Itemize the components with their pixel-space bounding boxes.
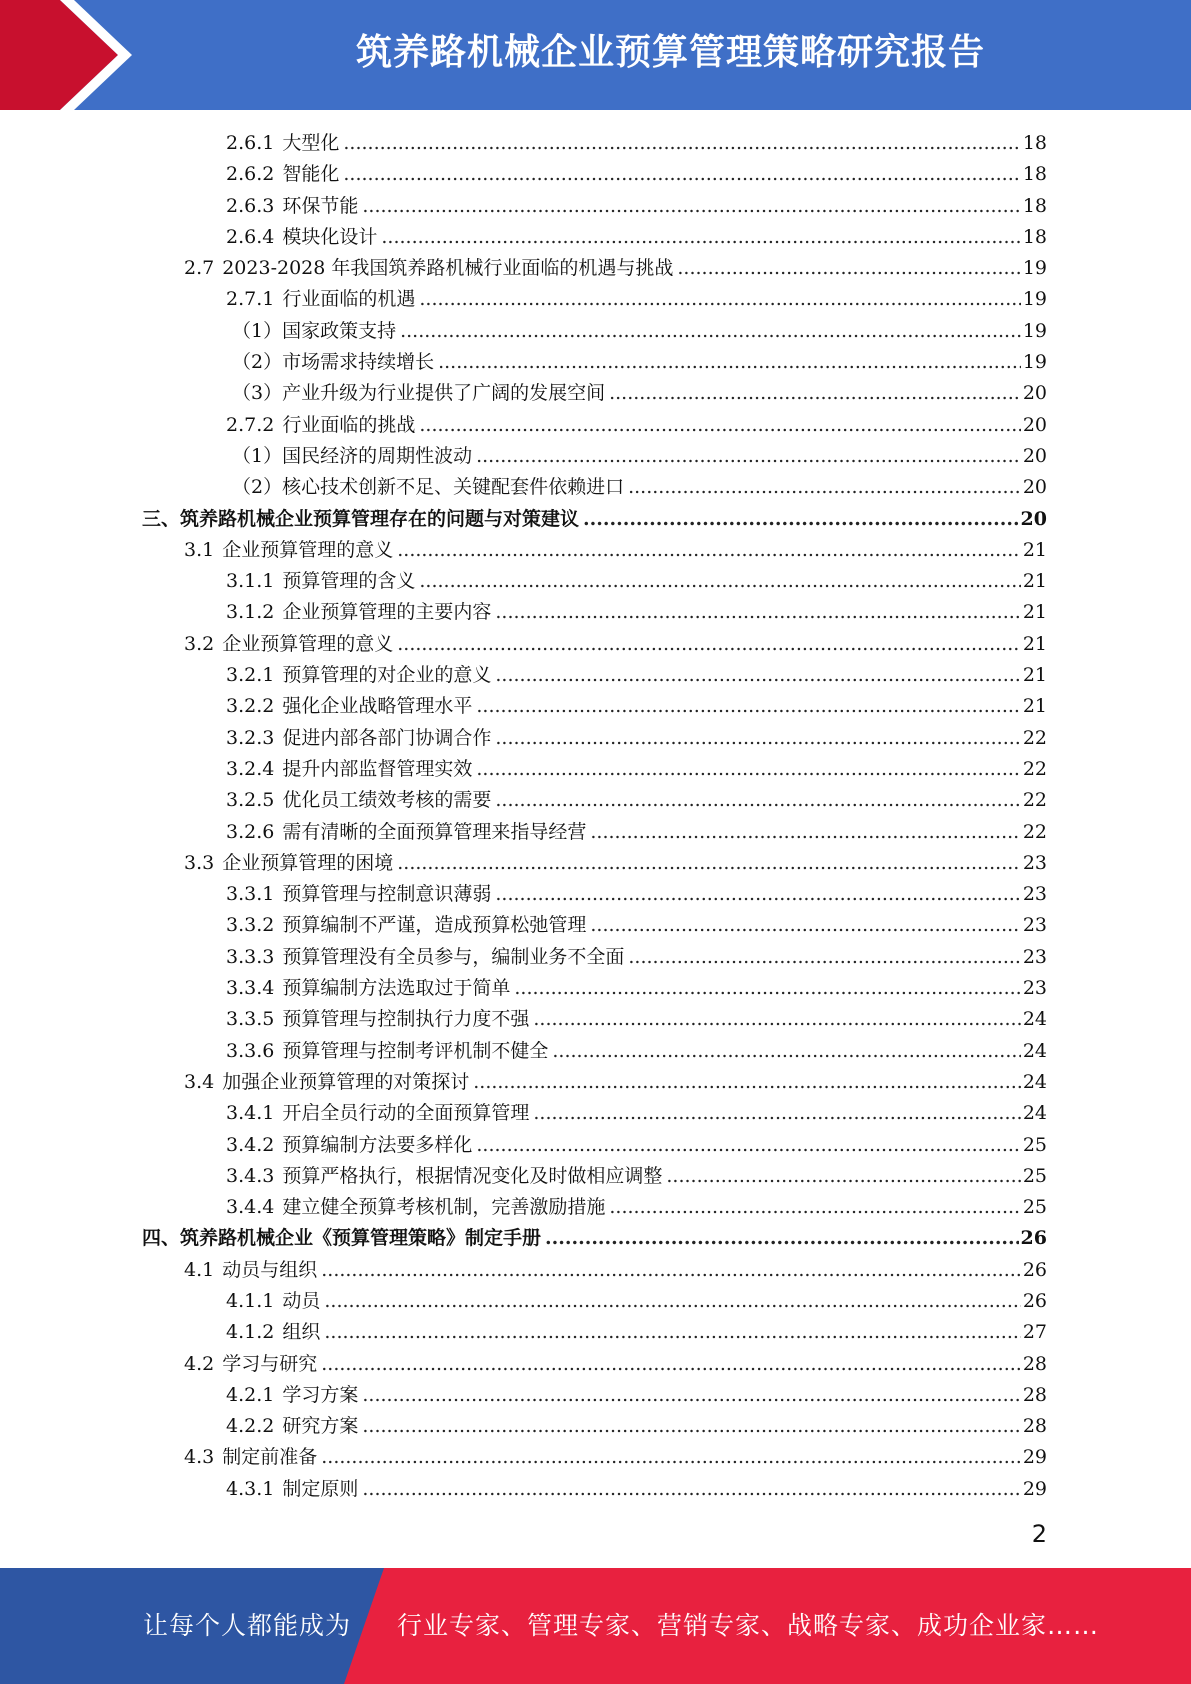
toc-dot-leader	[476, 754, 1020, 785]
toc-entry-title: 模块化设计	[282, 225, 378, 248]
toc-dot-leader	[381, 222, 1020, 253]
toc-entry[interactable]	[226, 1098, 1191, 1129]
toc-entry[interactable]	[142, 504, 1191, 535]
toc-dot-leader	[495, 597, 1020, 628]
toc-dot-leader	[609, 1192, 1020, 1223]
toc-entry[interactable]	[142, 1223, 1191, 1254]
toc-entry[interactable]	[226, 128, 1191, 159]
toc-entry[interactable]	[184, 1255, 1191, 1286]
toc-entry[interactable]	[184, 848, 1191, 879]
toc-entry[interactable]	[226, 566, 1191, 597]
toc-entry-number: 3.3.5	[226, 1008, 275, 1031]
toc-entry-number: 3.2	[184, 632, 215, 655]
toc-entry-title: 企业预算管理的主要内容	[282, 601, 492, 624]
toc-entry[interactable]	[232, 378, 1191, 409]
toc-entry[interactable]	[226, 879, 1191, 910]
toc-entry-number: 2.7	[184, 257, 215, 280]
toc-entry-title: 预算编制方法选取过于简单	[282, 977, 511, 1000]
toc-entry[interactable]	[184, 1442, 1191, 1473]
toc-entry-number: 3.4.4	[226, 1196, 275, 1219]
toc-entry[interactable]	[226, 785, 1191, 816]
toc-entry-page: 25	[1022, 1164, 1047, 1187]
toc-entry-title: 需有清晰的全面预算管理来指导经营	[282, 820, 587, 843]
toc-dot-leader	[419, 566, 1020, 597]
toc-entry-number: 3.4.2	[226, 1133, 275, 1156]
toc-entry-title: 学习方案	[282, 1383, 359, 1406]
toc-entry-title: 促进内部各部门协调合作	[282, 726, 492, 749]
toc-entry-page: 21	[1022, 601, 1047, 624]
toc-entry-title: 大型化	[282, 132, 340, 154]
toc-entry-title: 预算管理没有全员参与，编制业务不全面	[282, 945, 625, 968]
toc-entry[interactable]	[232, 316, 1191, 347]
toc-dot-leader	[321, 1442, 1021, 1473]
toc-entry-title: 预算编制方法要多样化	[282, 1133, 473, 1156]
toc-entry-title: 企业预算管理的意义	[222, 538, 394, 561]
toc-entry-title: 强化企业战略管理水平	[282, 695, 473, 718]
toc-entry-title: 预算管理与控制执行力度不强	[282, 1008, 530, 1031]
toc-entry-title: 行业面临的机遇	[282, 288, 416, 311]
toc-entry-number: 2.6.1	[226, 132, 275, 154]
toc-entry[interactable]	[184, 1349, 1191, 1380]
toc-entry-page: 20	[1022, 382, 1047, 405]
toc-entry-title: （3）产业升级为行业提供了广阔的发展空间	[232, 382, 606, 405]
chevron-red-shape	[0, 0, 118, 110]
toc-entry-title: 预算管理的对企业的意义	[282, 664, 492, 687]
toc-entry-number: 2.6.3	[226, 194, 275, 217]
toc-entry-page: 22	[1022, 789, 1047, 812]
toc-entry-number: 3.4.3	[226, 1164, 275, 1187]
toc-entry[interactable]	[226, 1192, 1191, 1223]
toc-entry-number: 3.2.4	[226, 757, 275, 780]
toc-entry[interactable]	[226, 1130, 1191, 1161]
toc-dot-leader	[321, 1349, 1021, 1380]
toc-dot-leader	[343, 128, 1020, 159]
toc-entry-number: 3.1	[184, 538, 215, 561]
toc-entry-title: 提升内部监督管理实效	[282, 757, 473, 780]
toc-entry-page: 19	[1022, 288, 1047, 311]
toc-entry-title: 环保节能	[282, 194, 359, 217]
toc-entry[interactable]	[226, 723, 1191, 754]
toc-entry[interactable]	[226, 1380, 1191, 1411]
toc-entry[interactable]	[226, 910, 1191, 941]
toc-entry-number: 3.2.6	[226, 820, 275, 843]
toc-entry-page: 25	[1022, 1196, 1047, 1219]
toc-entry-page: 22	[1022, 757, 1047, 780]
toc-entry-page: 21	[1022, 632, 1047, 655]
toc-dot-leader	[495, 879, 1020, 910]
toc-entry[interactable]	[226, 660, 1191, 691]
toc-entry-title: 学习与研究	[222, 1352, 318, 1375]
toc-dot-leader	[514, 973, 1020, 1004]
toc-entry[interactable]	[226, 597, 1191, 628]
toc-entry-title: 行业面临的挑战	[282, 413, 416, 436]
toc-entry[interactable]	[226, 942, 1191, 973]
toc-entry-page: 21	[1022, 695, 1047, 718]
toc-dot-leader	[400, 316, 1021, 347]
toc-entry-page: 24	[1022, 1070, 1047, 1093]
toc-entry-page: 25	[1022, 1133, 1047, 1156]
toc-entry[interactable]	[226, 754, 1191, 785]
toc-entry[interactable]	[184, 535, 1191, 566]
toc-entry-page: 19	[1022, 351, 1047, 374]
toc-entry[interactable]	[232, 472, 1191, 503]
toc-entry-page: 20	[1022, 413, 1047, 436]
toc-dot-leader	[419, 410, 1020, 441]
toc-entry-page: 27	[1022, 1321, 1047, 1344]
toc-entry[interactable]	[226, 191, 1191, 222]
toc-entry-title: 优化员工绩效考核的需要	[282, 789, 492, 812]
toc-dot-leader	[583, 504, 1019, 535]
toc-entry[interactable]	[226, 691, 1191, 722]
toc-entry-number: 2.7.1	[226, 288, 275, 311]
toc-entry-title: 智能化	[282, 163, 340, 186]
toc-entry-title: 2023-2028 年我国筑养路机械行业面临的机遇与挑战	[222, 257, 674, 280]
toc-dot-leader	[362, 1411, 1020, 1442]
toc-entry-page: 18	[1022, 225, 1047, 248]
toc-entry-page: 18	[1022, 132, 1047, 154]
toc-entry-number: 3.4.1	[226, 1102, 275, 1125]
toc-entry-page: 23	[1022, 977, 1047, 1000]
toc-entry-number: 3.1.2	[226, 601, 275, 624]
page-number: 2	[1031, 1520, 1047, 1548]
toc-entry-title: 预算管理的含义	[282, 570, 416, 593]
toc-entry-title: 企业预算管理的困境	[222, 851, 394, 874]
toc-entry-number: 3.3.4	[226, 977, 275, 1000]
toc-entry-number: 2.6.2	[226, 163, 275, 186]
toc-entry-page: 23	[1022, 851, 1047, 874]
toc-entry[interactable]	[226, 817, 1191, 848]
toc-entry-number: 4.1	[184, 1258, 215, 1281]
toc-entry-page: 28	[1022, 1415, 1047, 1438]
toc-entry-number: 3.3	[184, 851, 215, 874]
toc-dot-leader	[419, 284, 1020, 315]
toc-entry-page: 18	[1022, 163, 1047, 186]
toc-entry-number: 3.3.6	[226, 1039, 275, 1062]
toc-dot-leader	[473, 1067, 1021, 1098]
toc-entry[interactable]	[184, 1067, 1191, 1098]
toc-entry-number: 4.1.1	[226, 1289, 275, 1312]
toc-entry-number: 2.7.2	[226, 413, 275, 436]
toc-entry-number: 4.2.2	[226, 1415, 275, 1438]
toc-entry-page: 29	[1022, 1477, 1047, 1500]
toc-entry-page: 23	[1022, 945, 1047, 968]
toc-entry-page: 24	[1022, 1008, 1047, 1031]
toc-entry-page: 24	[1022, 1102, 1047, 1125]
toc-entry[interactable]	[232, 441, 1191, 472]
toc-entry[interactable]	[226, 410, 1191, 441]
toc-entry[interactable]	[226, 222, 1191, 253]
toc-dot-leader	[533, 1098, 1020, 1129]
toc-entry[interactable]	[184, 629, 1191, 660]
toc-dot-leader	[438, 347, 1021, 378]
toc-entry-page: 26	[1022, 1258, 1047, 1281]
toc-entry-title: 动员	[282, 1289, 321, 1312]
toc-dot-leader	[362, 1474, 1020, 1505]
toc-dot-leader	[397, 629, 1021, 660]
toc-entry[interactable]	[226, 1286, 1191, 1317]
toc-entry-number: 3.2.1	[226, 664, 275, 687]
toc-dot-leader	[397, 535, 1021, 566]
toc-dot-leader	[476, 1130, 1020, 1161]
toc-entry-number: 3.2.2	[226, 695, 275, 718]
toc-entry-page: 21	[1022, 664, 1047, 687]
toc-entry-number: 3.1.1	[226, 570, 275, 593]
toc-entry[interactable]	[226, 284, 1191, 315]
toc-entry[interactable]	[226, 973, 1191, 1004]
toc-dot-leader	[397, 848, 1021, 879]
toc-entry-number: 4.3.1	[226, 1477, 275, 1500]
toc-dot-leader	[343, 159, 1020, 190]
toc-entry-page: 22	[1022, 726, 1047, 749]
toc-entry-page: 21	[1022, 538, 1047, 561]
toc-entry[interactable]	[226, 1004, 1191, 1035]
toc-dot-leader	[495, 723, 1020, 754]
toc-entry-number: 3.4	[184, 1070, 215, 1093]
page-header	[0, 0, 1191, 110]
toc-entry-page: 19	[1022, 319, 1047, 342]
toc-entry-page: 23	[1022, 914, 1047, 937]
toc-entry-number: 2.6.4	[226, 225, 275, 248]
toc-entry[interactable]	[184, 253, 1191, 284]
toc-entry-title: 开启全员行动的全面预算管理	[282, 1102, 530, 1125]
table-of-contents	[0, 128, 1191, 1505]
toc-entry[interactable]	[226, 1411, 1191, 1442]
toc-dot-leader	[590, 910, 1020, 941]
toc-entry[interactable]	[226, 159, 1191, 190]
footer-slogan-left: 让每个人都能成为	[143, 1611, 352, 1640]
toc-dot-leader	[677, 253, 1020, 284]
toc-entry-title: 建立健全预算考核机制，完善激励措施	[282, 1196, 606, 1219]
toc-dot-leader	[362, 191, 1020, 222]
toc-entry-number: 4.2	[184, 1352, 215, 1375]
toc-entry-page: 29	[1022, 1446, 1047, 1469]
toc-entry-page: 19	[1022, 257, 1047, 280]
toc-entry-title: 制定前准备	[222, 1446, 318, 1469]
toc-dot-leader	[495, 785, 1020, 816]
toc-dot-leader	[609, 378, 1021, 409]
toc-entry-page: 28	[1022, 1352, 1047, 1375]
toc-entry-title: （1）国家政策支持	[232, 319, 397, 342]
toc-entry-title: 加强企业预算管理的对策探讨	[222, 1070, 470, 1093]
toc-entry-page: 22	[1022, 820, 1047, 843]
page-footer	[0, 1568, 1191, 1684]
toc-entry-title: 制定原则	[282, 1477, 359, 1500]
toc-entry-page: 18	[1022, 194, 1047, 217]
toc-dot-leader	[552, 1036, 1020, 1067]
toc-entry-number: 4.2.1	[226, 1383, 275, 1406]
report-title: 筑养路机械企业预算管理策略研究报告	[355, 32, 985, 73]
toc-dot-leader	[628, 942, 1020, 973]
toc-entry-title: 研究方案	[282, 1415, 359, 1438]
toc-dot-leader	[628, 472, 1021, 503]
header-chevron-icon	[0, 0, 160, 110]
toc-entry-page: 23	[1022, 883, 1047, 906]
toc-dot-leader	[321, 1255, 1021, 1286]
toc-entry-title: 三、筑养路机械企业预算管理存在的问题与对策建议	[142, 507, 580, 530]
toc-dot-leader	[476, 691, 1020, 722]
toc-dot-leader	[495, 660, 1020, 691]
toc-dot-leader	[533, 1004, 1020, 1035]
toc-entry-page: 20	[1022, 476, 1047, 499]
toc-entry-number: 3.3.3	[226, 945, 275, 968]
toc-dot-leader	[324, 1286, 1020, 1317]
toc-entry-title: 企业预算管理的意义	[222, 632, 394, 655]
toc-entry[interactable]	[226, 1317, 1191, 1348]
footer-slogan-right: 行业专家、管理专家、营销专家、战略专家、成功企业家……	[397, 1611, 1100, 1640]
toc-entry-title: 预算管理与控制考评机制不健全	[282, 1039, 549, 1062]
toc-entry-title: 四、筑养路机械企业《预算管理策略》制定手册	[142, 1227, 542, 1250]
toc-dot-leader	[476, 441, 1021, 472]
toc-entry-title: 预算严格执行，根据情况变化及时做相应调整	[282, 1164, 663, 1187]
toc-entry[interactable]	[232, 347, 1191, 378]
toc-entry-title: （1）国民经济的周期性波动	[232, 444, 473, 467]
toc-entry-title: 预算编制不严谨，造成预算松弛管理	[282, 914, 587, 937]
toc-entry-title: （2）核心技术创新不足、关键配套件依赖进口	[232, 476, 625, 499]
toc-entry-page: 26	[1020, 1227, 1047, 1250]
toc-entry[interactable]	[226, 1036, 1191, 1067]
toc-entry[interactable]	[226, 1474, 1191, 1505]
toc-entry[interactable]	[226, 1161, 1191, 1192]
toc-entry-number: 4.1.2	[226, 1321, 275, 1344]
toc-entry-page: 26	[1022, 1289, 1047, 1312]
toc-entry-number: 4.3	[184, 1446, 215, 1469]
toc-entry-page: 20	[1020, 507, 1047, 530]
toc-dot-leader	[362, 1380, 1020, 1411]
toc-dot-leader	[590, 817, 1020, 848]
toc-entry-number: 3.2.5	[226, 789, 275, 812]
toc-entry-page: 28	[1022, 1383, 1047, 1406]
toc-entry-page: 20	[1022, 444, 1047, 467]
toc-entry-title: 组织	[282, 1321, 321, 1344]
toc-entry-page: 24	[1022, 1039, 1047, 1062]
toc-entry-number: 3.3.2	[226, 914, 275, 937]
toc-entry-title: 动员与组织	[222, 1258, 318, 1281]
toc-entry-number: 3.3.1	[226, 883, 275, 906]
toc-entry-title: 预算管理与控制意识薄弱	[282, 883, 492, 906]
toc-entry-page: 21	[1022, 570, 1047, 593]
toc-entry-title: （2）市场需求持续增长	[232, 351, 435, 374]
toc-dot-leader	[324, 1317, 1020, 1348]
toc-entry-number: 3.2.3	[226, 726, 275, 749]
toc-dot-leader	[545, 1223, 1019, 1254]
toc-dot-leader	[666, 1161, 1020, 1192]
